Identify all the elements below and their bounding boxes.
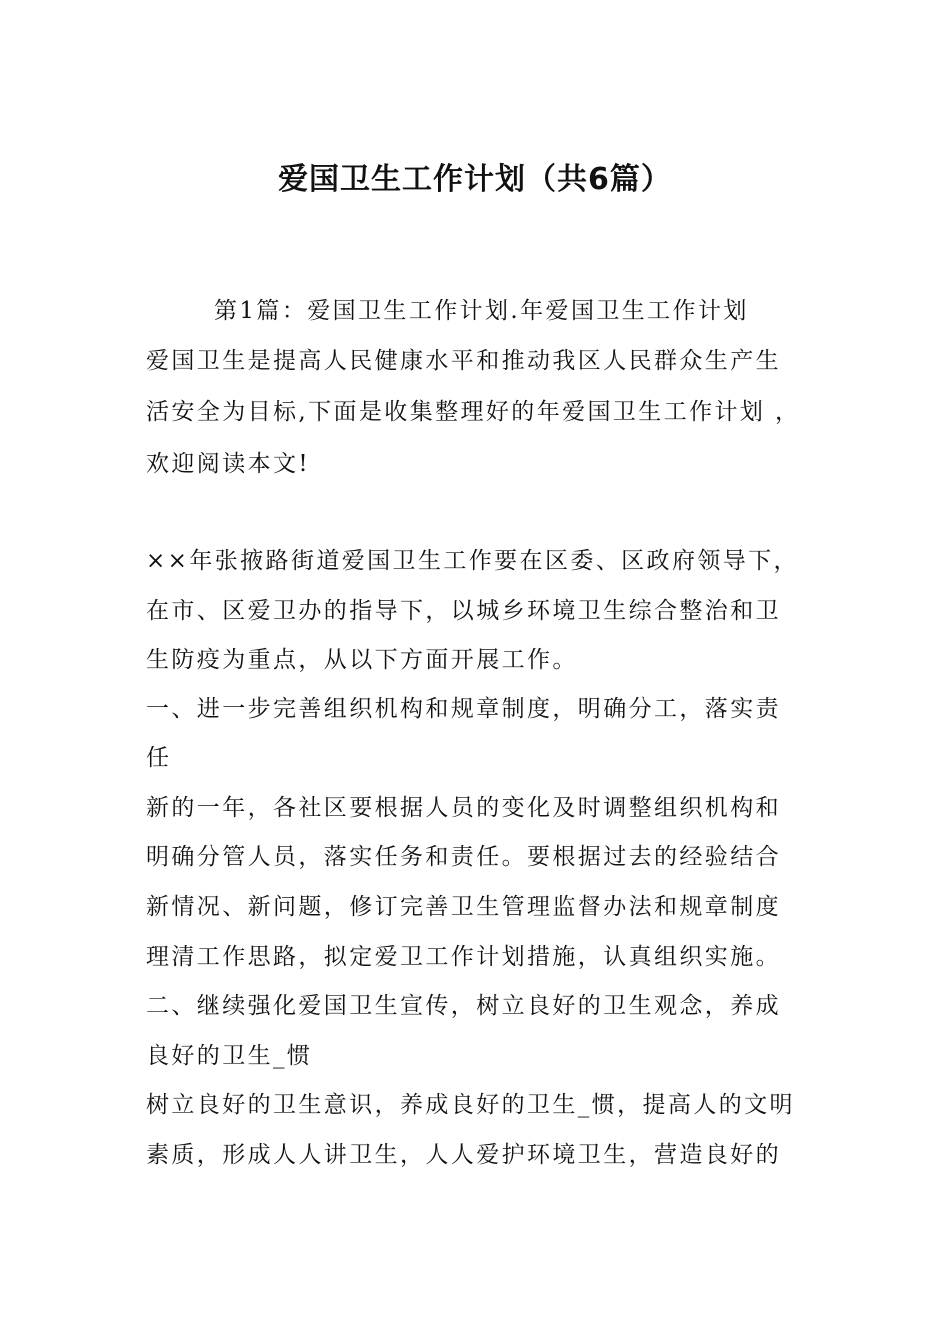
text-line: 在市、区爱卫办的指导下，以城乡环境卫生综合整治和卫: [146, 598, 781, 624]
text-line: ××年张掖路街道爱国卫生工作要在区委、区政府领导下，: [146, 548, 799, 574]
text-line: 欢迎阅读本文!: [146, 451, 311, 477]
section-heading: 二、继续强化爱国卫生宣传，树立良好的卫生观念，养成: [146, 993, 781, 1019]
text-line: 爱国卫生是提高人民健康水平和推动我区人民群众生产生: [146, 348, 781, 374]
text-line: 树立良好的卫生意识，养成良好的卫生_惯，提高人的文明: [146, 1092, 795, 1118]
text-line: 活安全为目标,下面是收集整理好的年爱国卫生工作计划 ，: [146, 399, 801, 425]
text-line: 明确分管人员，落实任务和责任。要根据过去的经验结合: [146, 844, 781, 870]
article-heading: 第1篇：爱国卫生工作计划.年爱国卫生工作计划: [214, 298, 749, 324]
text-line: 新的一年，各社区要根据人员的变化及时调整组织机构和: [146, 795, 781, 821]
text-line: 生防疫为重点，从以下方面开展工作。: [146, 647, 578, 673]
document-title: 爱国卫生工作计划（共6篇）: [278, 162, 672, 197]
text-line: 新情况、新问题，修订完善卫生管理监督办法和规章制度: [146, 894, 781, 920]
text-line: 素质，形成人人讲卫生，人人爱护环境卫生，营造良好的: [146, 1142, 781, 1168]
section-heading: 一、进一步完善组织机构和规章制度，明确分工，落实责: [146, 696, 781, 722]
section-heading: 良好的卫生_惯: [146, 1043, 313, 1069]
section-heading: 任: [146, 745, 172, 771]
text-line: 理清工作思路，拟定爱卫工作计划措施，认真组织实施。: [146, 944, 781, 970]
